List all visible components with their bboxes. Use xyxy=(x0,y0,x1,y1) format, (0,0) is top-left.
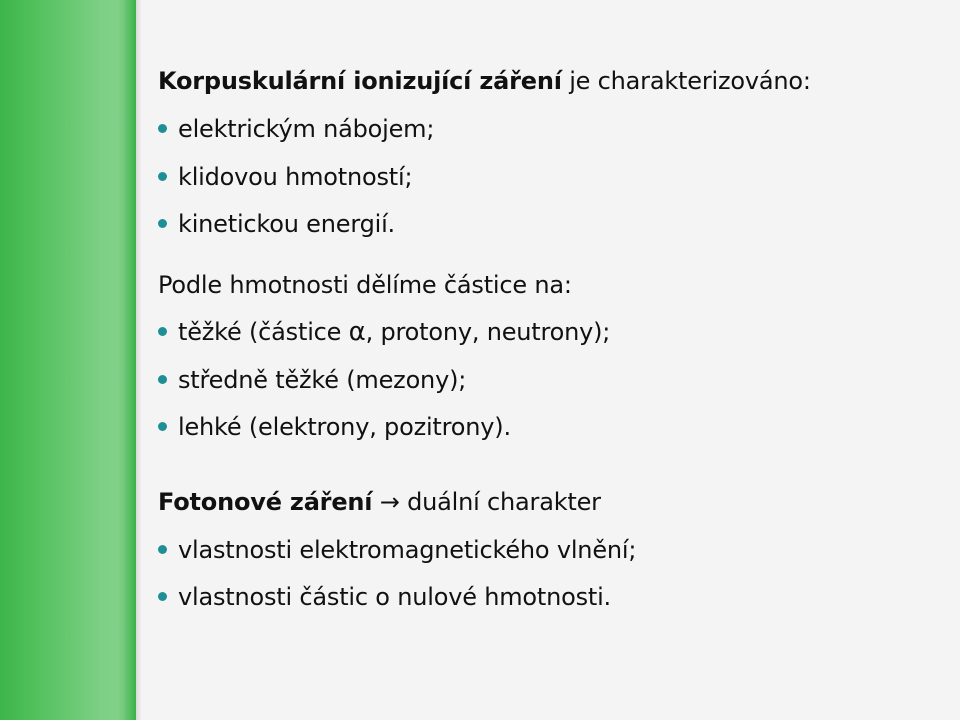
bullet-icon xyxy=(158,422,167,431)
list-item-text: středně těžké (mezony); xyxy=(178,366,467,394)
list-item xyxy=(158,410,511,444)
bullet-icon xyxy=(158,124,167,133)
heading-bold-text: Korpuskulární ionizující záření xyxy=(158,67,562,95)
list-item xyxy=(158,160,412,194)
bullet-icon xyxy=(158,219,167,228)
list-item xyxy=(158,363,466,397)
list-item xyxy=(158,315,610,349)
heading-rest-text: je charakterizováno: xyxy=(561,67,811,95)
section-korpuskularni-heading xyxy=(158,64,811,98)
list-item xyxy=(158,580,611,614)
bullet-icon xyxy=(158,545,167,554)
list-item-text: kinetickou energií. xyxy=(178,210,395,238)
heading-bold-text: Fotonové záření xyxy=(158,488,373,516)
list-item-text-suffix: , protony, neutrony); xyxy=(365,318,611,346)
alpha-symbol: α xyxy=(348,317,366,347)
list-item-text-prefix: těžké (částice xyxy=(178,318,349,346)
list-item-text: elektrickým nábojem; xyxy=(178,115,435,143)
section-hmotnost-heading xyxy=(158,268,572,302)
bullet-icon xyxy=(158,327,167,336)
list-item-text: vlastnosti elektromagnetického vlnění; xyxy=(178,536,637,564)
section-fotonove-heading xyxy=(158,485,601,519)
bullet-icon xyxy=(158,375,167,384)
bullet-icon xyxy=(158,592,167,601)
green-side-bar xyxy=(0,0,136,720)
list-item xyxy=(158,112,434,146)
list-item-text: lehké (elektrony, pozitrony). xyxy=(178,413,511,441)
list-item-text: vlastnosti částic o nulové hmotnosti. xyxy=(178,583,611,611)
side-bar-shadow xyxy=(136,0,142,720)
heading-rest-text: → duální charakter xyxy=(372,488,601,516)
list-item xyxy=(158,207,395,241)
bullet-icon xyxy=(158,172,167,181)
list-item-text: klidovou hmotností; xyxy=(178,163,413,191)
heading-text: Podle hmotnosti dělíme částice na: xyxy=(158,271,572,299)
list-item xyxy=(158,533,636,567)
